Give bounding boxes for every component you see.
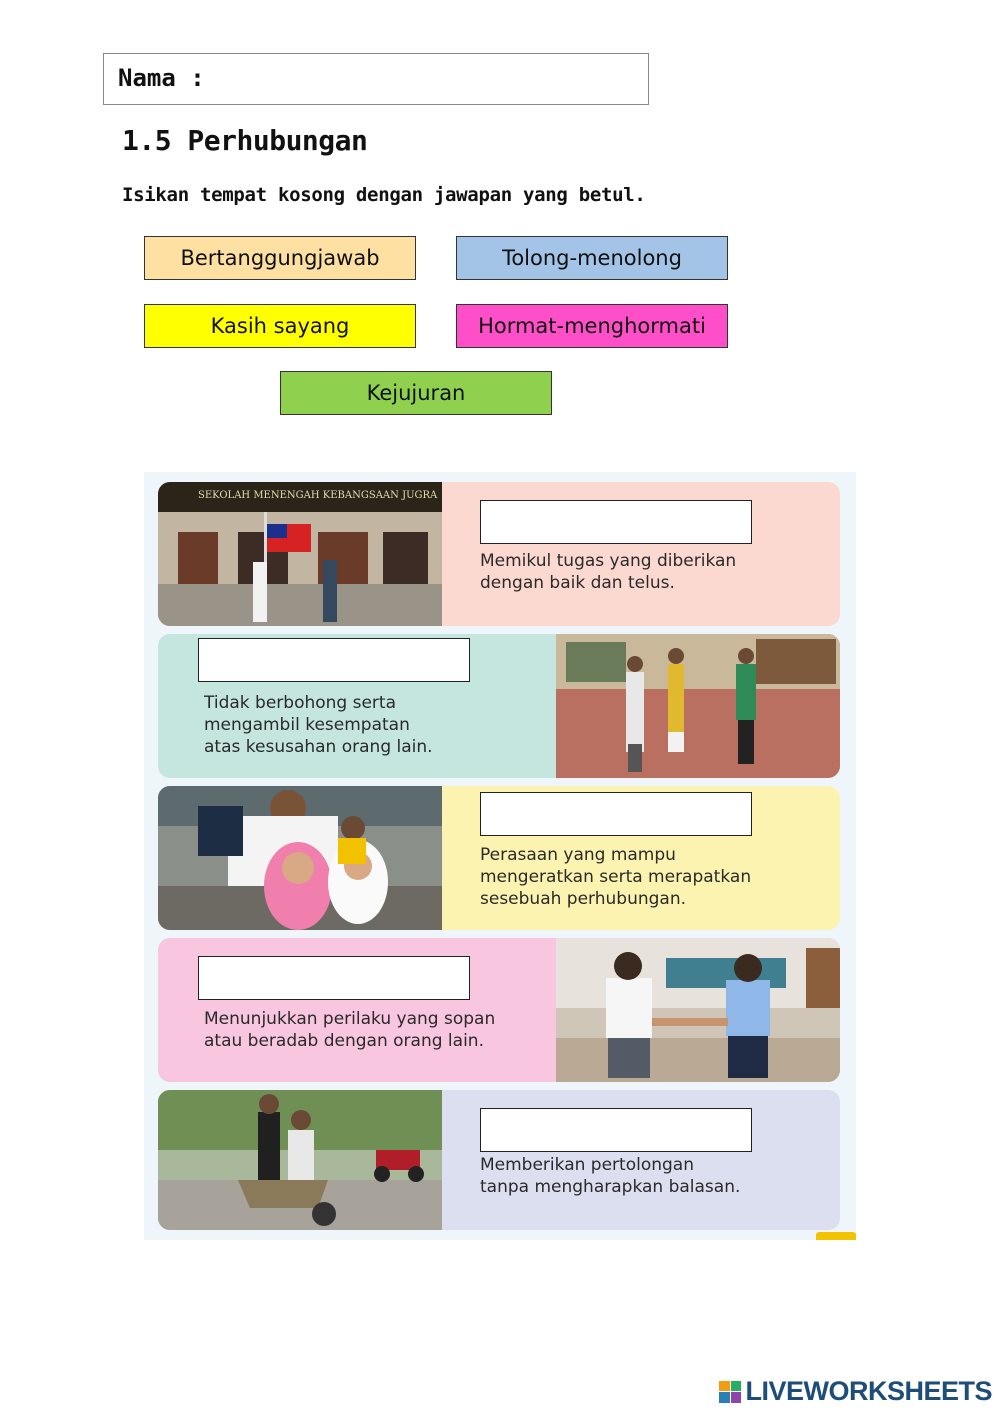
activity-row-2: [158, 634, 840, 778]
answer-input-2[interactable]: [198, 638, 470, 682]
students-courtyard-photo: [556, 634, 840, 778]
row-description: Perasaan yang mampu mengeratkan serta merapatkan sesebuah perhubungan.: [480, 845, 752, 909]
row-description: Memberikan pertolongan tanpa mengharapkan balasan.: [480, 1155, 741, 1197]
word-chip-tolong-menolong[interactable]: Tolong-menolong: [456, 236, 728, 280]
row-text-area: [158, 634, 556, 778]
answer-input-3[interactable]: [480, 792, 752, 836]
page-title: 1.5 Perhubungan: [122, 124, 368, 157]
handshake-photo: [556, 938, 840, 1082]
corner-tab: [816, 1232, 856, 1240]
school-flag-photo: [158, 482, 442, 626]
row-description: Memikul tugas yang diberikan dengan baik dan telus.: [480, 551, 737, 593]
name-input[interactable]: [214, 62, 638, 98]
row-text-area: [442, 482, 840, 626]
instruction-text: Isikan tempat kosong dengan jawapan yang betul.: [122, 184, 646, 206]
word-chip-kasih-sayang[interactable]: Kasih sayang: [144, 304, 416, 348]
activity-row-5: [158, 1090, 840, 1230]
word-chip-bertanggungjawab[interactable]: Bertanggungjawab: [144, 236, 416, 280]
answer-input-1[interactable]: [480, 500, 752, 544]
row-description: Tidak berbohong serta mengambil kesempatan atas kesusahan orang lain.: [204, 693, 433, 757]
brand-text: LIVEWORKSHEETS: [745, 1376, 992, 1406]
name-field-container: [103, 53, 649, 105]
word-chip-hormat-menghormati[interactable]: Hormat-menghormati: [456, 304, 728, 348]
activity-row-4: [158, 938, 840, 1082]
activity-row-1: [158, 482, 840, 626]
wheelbarrow-photo: [158, 1090, 442, 1230]
row-description: Menunjukkan perilaku yang sopan atau beradab dengan orang lain.: [204, 1009, 496, 1051]
liveworksheets-icon: [719, 1381, 741, 1403]
liveworksheets-logo: [719, 1376, 992, 1407]
answer-input-4[interactable]: [198, 956, 470, 1000]
answer-input-5[interactable]: [480, 1108, 752, 1152]
name-label: Nama :: [118, 64, 205, 92]
word-chip-kejujuran[interactable]: Kejujuran: [280, 371, 552, 415]
friends-group-photo: [158, 786, 442, 930]
row-text-area: [442, 1090, 840, 1230]
svg-text:SEKOLAH MENENGAH KEBANGSAAN JU: SEKOLAH MENENGAH KEBANGSAAN JUGRA: [198, 490, 438, 501]
row-text-area: [442, 786, 840, 930]
row-text-area: [158, 938, 556, 1082]
activity-row-3: [158, 786, 840, 930]
